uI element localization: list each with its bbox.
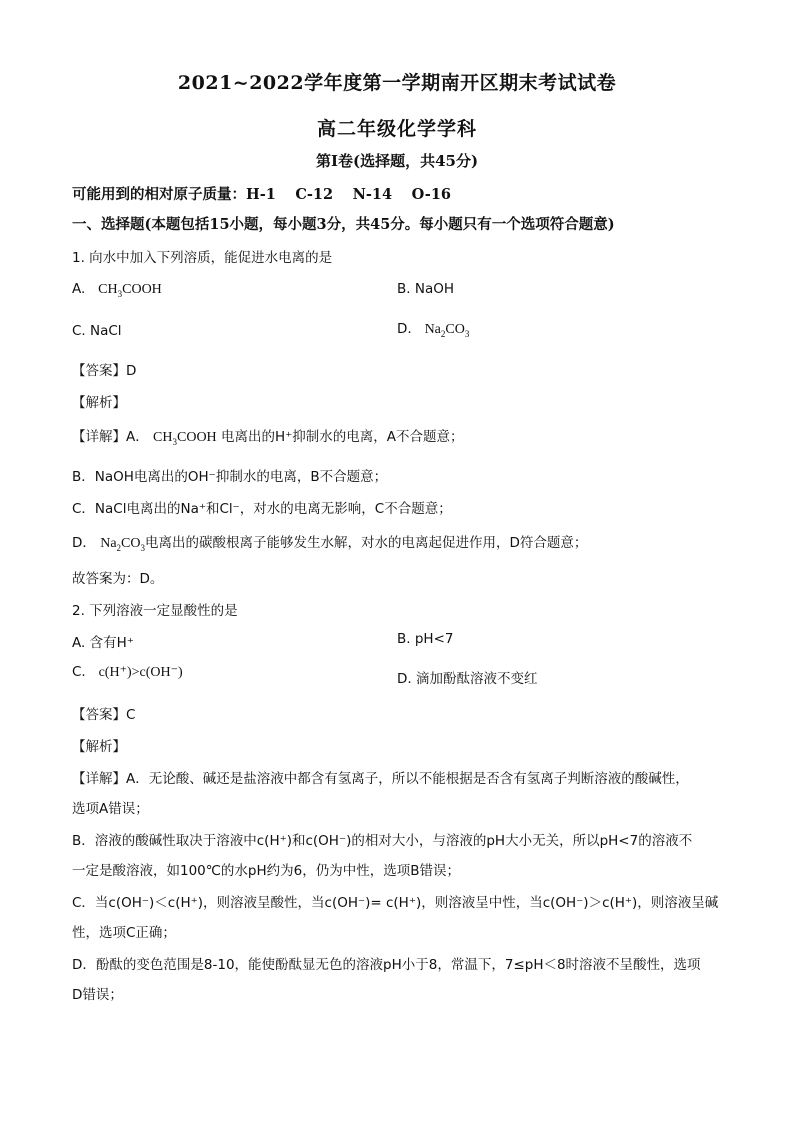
q2-option-c-expression: c(H⁺)>c(OH⁻): [98, 665, 183, 680]
q2-answer-value: C: [126, 707, 136, 723]
q2-detail-b-line2: 一定是酸溶液，如100℃的水pH约为6，仍为中性，选项B错误；: [72, 863, 460, 879]
instructions-line: 一、选择题(本题包括15小题，每小题3分，共45分。每小题只有一个选项符合题意): [72, 216, 615, 233]
exam-title: 2021~2022学年度第一学期南开区期末考试试卷: [177, 72, 617, 94]
q1-answer: [72, 359, 136, 379]
section-title: 第Ⅰ卷(选择题，共45分): [315, 152, 479, 170]
q2-detail-a-text1: A．无论酸、碱还是盐溶液中都含有氢离子，所以不能根据是否含有氢离子判断溶液的酸碱性，: [126, 771, 689, 787]
q1-option-b: B. NaOH: [397, 281, 454, 297]
q1-option-d-formula: $Na_2CO_3$: [424, 322, 470, 339]
q1-option-a: [72, 281, 162, 298]
q1-detail-tag: 【详解】: [72, 429, 126, 445]
q1-option-c: C. NaCl: [72, 323, 122, 339]
q1-detail-d: [72, 531, 587, 552]
q2-detail-c-line1: C．当c(OH⁻)＜c(H⁺)，则溶液呈酸性，当c(OH⁻)= c(H⁺)，则溶液呈中性，当c(OH⁻)＞c(H⁺)，则溶液呈碱: [72, 895, 719, 911]
q2-detail-a-line1: [72, 767, 689, 787]
q2-detail-b-line1: B．溶液的酸碱性取决于溶液中c(H⁺)和c(OH⁻)的相对大小，与溶液的pH大小无关，所以pH<7的溶液不: [72, 833, 693, 849]
q2-detail-d-line1: D．酚酞的变色范围是8-10，能使酚酞显无色的溶液pH小于8，常温下，7≤pH＜8时溶液不呈酸性，选项: [72, 957, 701, 973]
q1-detail-a-prefix: A．: [126, 429, 149, 445]
q1-option-a-label: A.: [72, 281, 86, 297]
exam-subtitle: 高二年级化学学科: [316, 118, 477, 140]
q2-detail-c-line2: 性，选项C正确；: [72, 925, 176, 941]
q2-detail-d-line2: D错误；: [72, 987, 123, 1003]
q1-detail-d-text: 电离出的碳酸根离子能够发生水解，对水的电离起促进作用，D符合题意；: [144, 535, 588, 551]
q2-option-a: A. 含有H⁺: [72, 635, 134, 651]
q1-option-a-formula: $CH_3COOH$: [98, 282, 162, 299]
q2-detail-a-line2: 选项A错误；: [72, 801, 149, 817]
q1-conclusion: 故答案为：D。: [72, 571, 164, 587]
q2-detail-tag: 【详解】: [72, 771, 126, 787]
q1-option-d: [397, 321, 469, 338]
q2-stem: 2. 下列溶液一定显酸性的是: [72, 603, 238, 619]
q2-option-b: B. pH<7: [397, 631, 454, 647]
q1-detail-d-prefix: D．: [72, 535, 96, 551]
q2-analysis-tag: 【解析】: [72, 739, 126, 755]
q2-answer: [72, 703, 135, 723]
q1-detail-b: B．NaOH电离出的OH⁻抑制水的电离，B不合题意；: [72, 469, 388, 485]
q1-detail-d-formula: $Na_2CO_3$: [100, 536, 145, 553]
q1-answer-tag: 【答案】: [72, 363, 126, 379]
q1-analysis-tag: 【解析】: [72, 395, 126, 411]
q1-option-d-label: D.: [397, 321, 412, 337]
q1-detail-a-text: 电离出的H⁺抑制水的电离，A不合题意；: [220, 429, 464, 445]
q1-detail-a-formula: $CH_3COOH$: [153, 430, 217, 447]
q1-detail-a: [72, 425, 463, 446]
q2-option-c-label: C.: [72, 664, 86, 680]
q2-option-c: [72, 664, 183, 681]
atomic-mass-line: 可能用到的相对原子质量：H-1 C-12 N-14 O-16: [72, 186, 451, 203]
q1-stem: 1. 向水中加入下列溶质，能促进水电离的是: [72, 250, 333, 266]
q1-answer-value: D: [126, 363, 137, 379]
q2-answer-tag: 【答案】: [72, 707, 126, 723]
q2-option-d: D. 滴加酚酞溶液不变红: [397, 671, 538, 687]
q1-detail-c: C．NaCl电离出的Na⁺和Cl⁻，对水的电离无影响，C不合题意；: [72, 501, 452, 517]
